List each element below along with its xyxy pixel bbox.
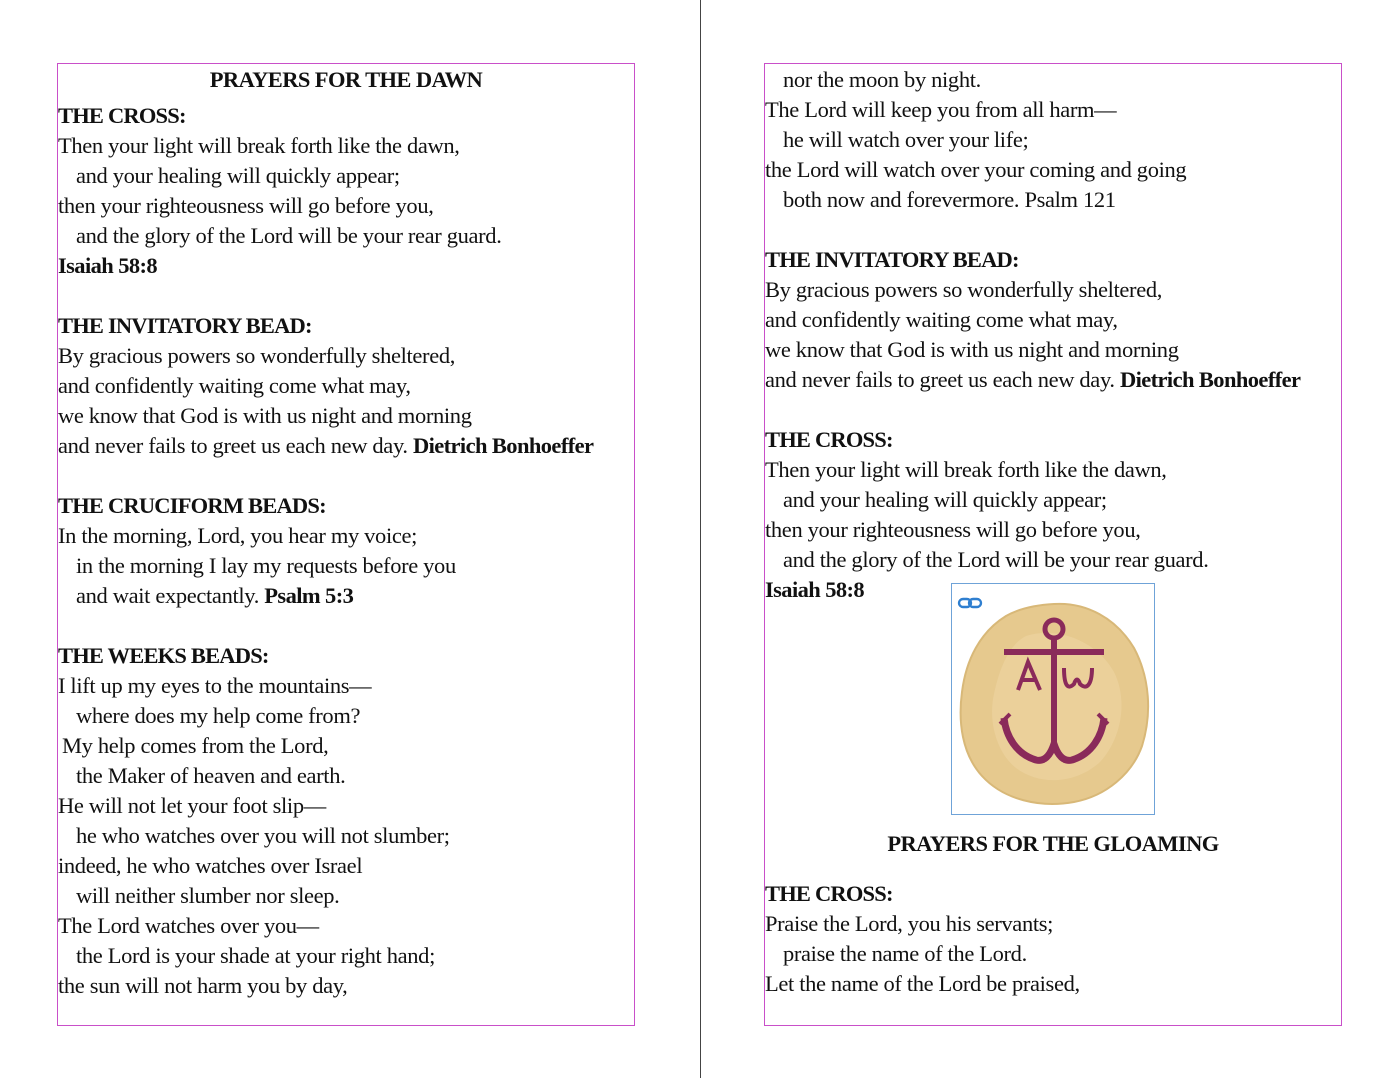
text-line: nor the moon by night. bbox=[783, 67, 981, 92]
text-line: and your healing will quickly appear; bbox=[783, 487, 1107, 512]
scripture-reference: Isaiah 58:8 bbox=[765, 577, 865, 602]
text-line: Then your light will break forth like the dawn, bbox=[765, 457, 1167, 482]
text-line: The Lord watches over you— bbox=[58, 913, 319, 938]
right-page-content bbox=[765, 65, 1341, 999]
text-line: in the morning I lay my requests before you bbox=[76, 553, 456, 578]
text-line: we know that God is with us night and morning bbox=[765, 337, 1179, 362]
text-line: indeed, he who watches over Israel bbox=[58, 853, 363, 878]
line-text: and wait expectantly. bbox=[76, 583, 259, 608]
text-line: then your righteousness will go before you, bbox=[58, 193, 434, 218]
blank-line bbox=[765, 215, 1341, 245]
text-line: He will not let your foot slip— bbox=[58, 793, 326, 818]
text-line: where does my help come from? bbox=[76, 703, 361, 728]
text-line: The Lord will keep you from all harm— bbox=[765, 97, 1117, 122]
text-line: the Maker of heaven and earth. bbox=[76, 763, 346, 788]
page-title-gloaming: PRAYERS FOR THE GLOAMING bbox=[887, 831, 1219, 856]
text-line: Let the name of the Lord be praised, bbox=[765, 971, 1080, 996]
placed-image-frame[interactable] bbox=[951, 583, 1155, 815]
text-line: and the glory of the Lord will be your rear guard. bbox=[783, 547, 1209, 572]
section-heading: THE WEEKS BEADS: bbox=[58, 643, 269, 668]
text-line: My help comes from the Lord, bbox=[62, 733, 329, 758]
page-title-dawn: PRAYERS FOR THE DAWN bbox=[209, 67, 483, 92]
section-heading: THE CROSS: bbox=[58, 103, 186, 128]
line-text: and never fails to greet us each new day. bbox=[58, 433, 408, 458]
text-line: he will watch over your life; bbox=[783, 127, 1029, 152]
text-line: we know that God is with us night and morning bbox=[58, 403, 472, 428]
line-text: and never fails to greet us each new day. bbox=[765, 367, 1115, 392]
text-line bbox=[765, 365, 1341, 395]
text-line: By gracious powers so wonderfully sheltered, bbox=[765, 277, 1163, 302]
text-line: In the morning, Lord, you hear my voice; bbox=[58, 523, 418, 548]
anchor-seal-icon bbox=[956, 596, 1152, 808]
left-page-content bbox=[58, 65, 634, 1001]
text-line: the sun will not harm you by day, bbox=[58, 973, 348, 998]
page-spine bbox=[700, 0, 701, 1078]
section-heading: THE CRUCIFORM BEADS: bbox=[58, 493, 326, 518]
blank-line bbox=[765, 395, 1341, 425]
text-line: he who watches over you will not slumber; bbox=[76, 823, 450, 848]
section-heading: THE CROSS: bbox=[765, 881, 893, 906]
text-line: will neither slumber nor sleep. bbox=[76, 883, 340, 908]
text-line: and confidently waiting come what may, bbox=[765, 307, 1118, 332]
blank-line bbox=[58, 611, 634, 641]
text-line bbox=[58, 581, 634, 611]
text-line: and the glory of the Lord will be your rear guard. bbox=[76, 223, 502, 248]
left-page-text-frame[interactable] bbox=[57, 63, 635, 1026]
scripture-reference: Psalm 5:3 bbox=[264, 583, 354, 608]
text-line: By gracious powers so wonderfully sheltered, bbox=[58, 343, 456, 368]
text-line bbox=[58, 431, 634, 461]
text-line: then your righteousness will go before you, bbox=[765, 517, 1141, 542]
section-heading: THE CROSS: bbox=[765, 427, 893, 452]
section-heading: THE INVITATORY BEAD: bbox=[765, 247, 1019, 272]
blank-line bbox=[58, 461, 634, 491]
author-reference: Dietrich Bonhoeffer bbox=[412, 433, 594, 458]
right-page-text-frame[interactable] bbox=[764, 63, 1342, 1026]
section-heading: THE INVITATORY BEAD: bbox=[58, 313, 312, 338]
text-line: and confidently waiting come what may, bbox=[58, 373, 411, 398]
text-line: both now and forevermore. Psalm 121 bbox=[783, 187, 1116, 212]
author-reference: Dietrich Bonhoeffer bbox=[1119, 367, 1301, 392]
text-line: I lift up my eyes to the mountains— bbox=[58, 673, 372, 698]
text-line: and your healing will quickly appear; bbox=[76, 163, 400, 188]
text-line: Praise the Lord, you his servants; bbox=[765, 911, 1054, 936]
text-line: Then your light will break forth like the dawn, bbox=[58, 133, 460, 158]
blank-line bbox=[58, 281, 634, 311]
text-line: praise the name of the Lord. bbox=[783, 941, 1027, 966]
scripture-reference: Isaiah 58:8 bbox=[58, 253, 158, 278]
text-line: the Lord will watch over your coming and going bbox=[765, 157, 1187, 182]
text-line: the Lord is your shade at your right hand; bbox=[76, 943, 435, 968]
